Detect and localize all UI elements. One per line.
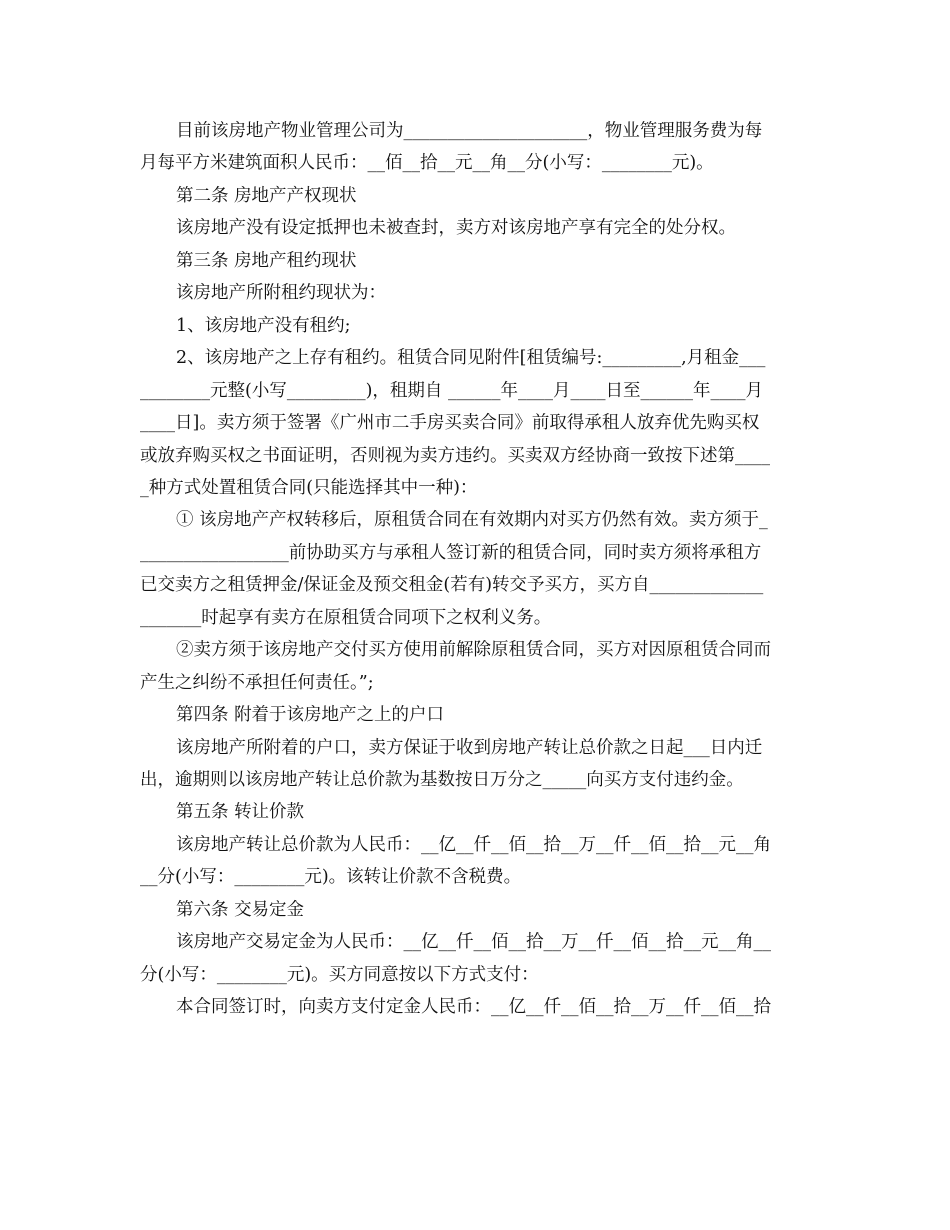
paragraph-line: 第二条 房地产产权现状 xyxy=(176,185,357,206)
paragraph-line: 第五条 转让价款 xyxy=(176,802,305,823)
paragraph-line: 出，逾期则以该房地产转让总价款为基数按日万分之_____向买方支付违约金。 xyxy=(140,770,744,790)
paragraph-line: 该房地产所附租约现状为： xyxy=(176,283,386,304)
paragraph-line: _________________前协助买方与承租人签订新的租赁合同，同时卖方须将承租方 xyxy=(140,542,762,563)
paragraph-line: 或放弃购买权之书面证明，否则视为卖方违约。买卖双方经协商一致按下述第____ xyxy=(140,445,770,466)
paragraph-line: 1、该房地产没有租约; xyxy=(176,315,351,336)
paragraph-line: __分(小写：________元)。该转让价款不含税费。 xyxy=(140,867,522,888)
paragraph-line: 该房地产转让总价款为人民币：__亿__仟__佰__拾__万__仟__佰__拾__元__角 xyxy=(176,834,771,855)
paragraph-line: 目前该房地产物业管理公司为_____________________，物业管理服务费为每 xyxy=(176,121,763,141)
paragraph-line: 产生之纠纷不承担任何责任。”; xyxy=(140,672,374,693)
paragraph-line: ① 该房地产产权转移后，原租赁合同在有效期内对买方仍然有效。卖方须于_ xyxy=(176,510,768,531)
paragraph-line: ②卖方须于该房地产交付买方使用前解除原租赁合同，买方对因原租赁合同而 xyxy=(176,640,771,661)
paragraph-line: 本合同签订时，向卖方支付定金人民币：__亿__仟__佰__拾__万__仟__佰__拾 xyxy=(176,997,771,1018)
paragraph-line: ____日]。卖方须于签署《广州市二手房买卖合同》前取得承租人放弃优先购买权 xyxy=(140,413,760,434)
paragraph-line: ________元整(小写_________)，租期自 ______年____月____日至______年____月 xyxy=(140,380,763,401)
paragraph-line: 分(小写：________元)。买方同意按以下方式支付： xyxy=(140,964,539,985)
paragraph-line: 该房地产交易定金为人民币：__亿__仟__佰__拾__万__仟__佰__拾__元__角__ xyxy=(176,932,771,953)
paragraph-line: 第四条 附着于该房地产之上的户口 xyxy=(176,705,445,726)
paragraph-line: 已交卖方之租赁押金/保证金及预交租金(若有)转交予买方，买方自_____________ xyxy=(140,575,764,596)
paragraph-line: 该房地产没有设定抵押也未被查封，卖方对该房地产享有完全的处分权。 xyxy=(176,218,736,239)
paragraph-line: 该房地产所附着的户口，卖方保证于收到房地产转让总价款之日起___日内迁 xyxy=(176,737,763,758)
paragraph-line: 第三条 房地产租约现状 xyxy=(176,250,357,271)
paragraph-line: _______时起享有卖方在原租赁合同项下之权利义务。 xyxy=(140,607,552,628)
paragraph-line: 月每平方米建筑面积人民币：__佰__拾__元__角__分(小写：________元)。 xyxy=(140,153,714,174)
paragraph-line: _种方式处置租赁合同(只能选择其中一种)： xyxy=(140,477,478,498)
paragraph-line: 2、该房地产之上存有租约。租赁合同见附件[租赁编号:_________,月租金___ xyxy=(176,348,766,369)
paragraph-line: 第六条 交易定金 xyxy=(176,899,305,920)
